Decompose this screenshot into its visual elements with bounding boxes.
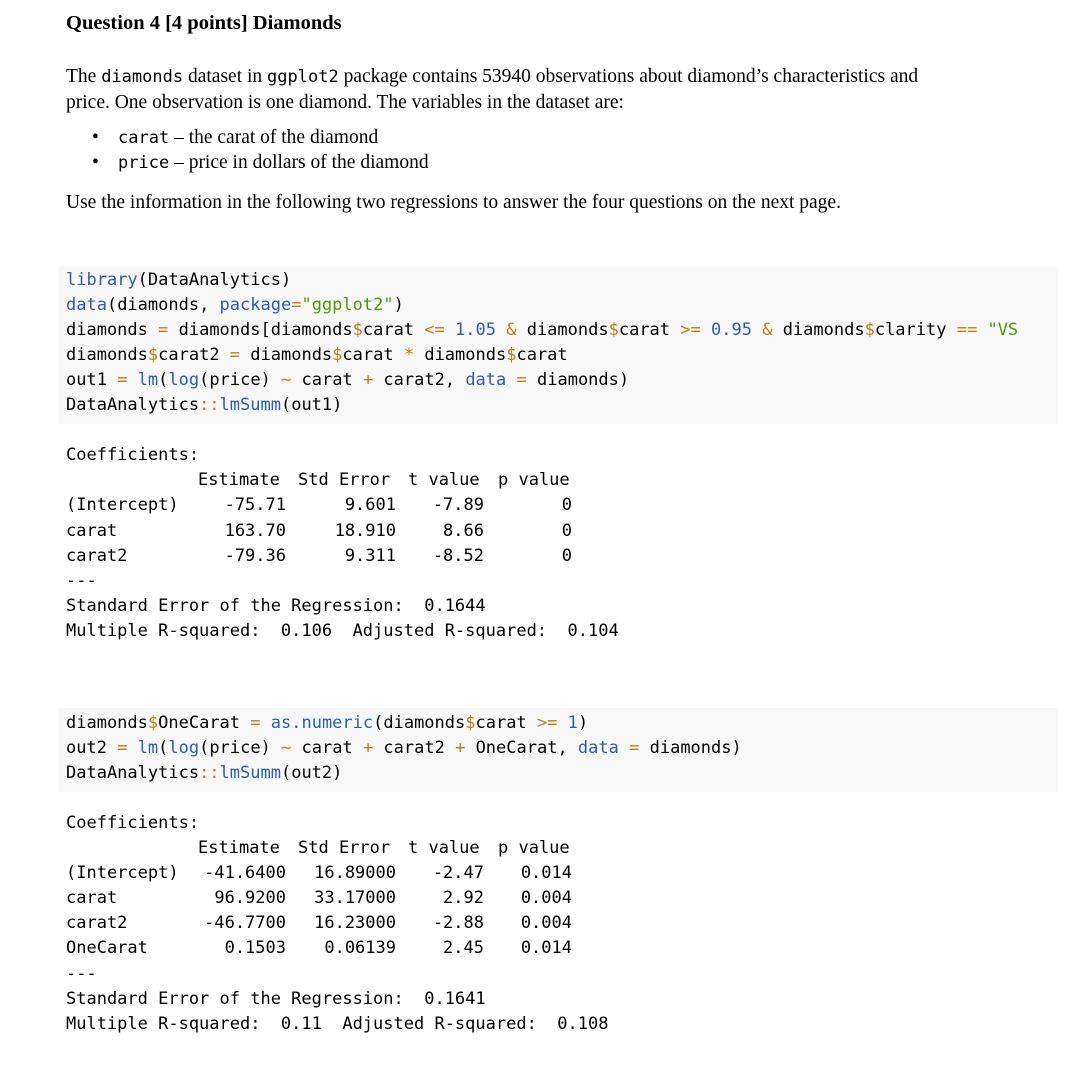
intro-code-diamonds: diamonds bbox=[101, 67, 184, 87]
intro-paragraph bbox=[66, 64, 918, 90]
intro-paragraph-line2: price. One observation is one diamond. The variables in the dataset are: bbox=[66, 92, 624, 113]
code-line: out2 = lm(log(price) ~ carat + carat2 + OneCarat, data = diamonds) bbox=[66, 738, 742, 758]
code-line: diamonds$carat2 = diamonds$carat * diamonds$carat bbox=[66, 345, 568, 365]
t-value: -8.52 bbox=[432, 546, 484, 566]
intro-text-c: package contains 53940 observations about diamond’s characteristics and bbox=[338, 66, 919, 87]
row-name: (Intercept) bbox=[66, 863, 179, 883]
bullet-code: carat bbox=[118, 128, 170, 148]
se-value: 16.23000 bbox=[314, 913, 396, 933]
list-item bbox=[92, 127, 378, 149]
separator: --- bbox=[66, 571, 97, 591]
t-value: -2.88 bbox=[432, 913, 484, 933]
se-value: 0.06139 bbox=[324, 938, 396, 958]
se-value: 9.601 bbox=[344, 495, 396, 515]
t-value: 2.45 bbox=[443, 938, 484, 958]
code-line: DataAnalytics::lmSumm(out1) bbox=[66, 395, 343, 415]
row-name: carat bbox=[66, 888, 118, 908]
estimate-value: -75.71 bbox=[224, 495, 286, 515]
p-value: 0.014 bbox=[520, 938, 572, 958]
col-header: Std Error bbox=[298, 470, 391, 490]
coefficients-label: Coefficients: bbox=[66, 813, 200, 833]
row-name: carat2 bbox=[66, 913, 128, 933]
code-line: diamonds = diamonds[diamonds$carat <= 1.05 & diamonds$carat >= 0.95 & diamonds$clarity == "VS bbox=[66, 320, 1019, 340]
intro-code-ggplot2: ggplot2 bbox=[267, 67, 339, 87]
estimate-value: -79.36 bbox=[224, 546, 286, 566]
list-item bbox=[92, 152, 429, 174]
estimate-value: 0.1503 bbox=[224, 938, 286, 958]
regression-se: Standard Error of the Regression: 0.1644 bbox=[66, 596, 486, 616]
p-value: 0 bbox=[561, 495, 572, 515]
se-value: 33.17000 bbox=[314, 888, 396, 908]
row-name: carat bbox=[66, 521, 118, 541]
question-title: Question 4 [4 points] Diamonds bbox=[66, 12, 342, 34]
regression-se: Standard Error of the Regression: 0.1641 bbox=[66, 989, 486, 1009]
r-squared: Multiple R-squared: 0.11 Adjusted R-squared: 0.108 bbox=[66, 1014, 609, 1034]
se-value: 16.89000 bbox=[314, 863, 396, 883]
p-value: 0.004 bbox=[520, 888, 572, 908]
t-value: 2.92 bbox=[443, 888, 484, 908]
estimate-value: 163.70 bbox=[224, 521, 286, 541]
se-value: 18.910 bbox=[334, 521, 396, 541]
intro-text-b: dataset in bbox=[183, 66, 268, 87]
code-block-2 bbox=[58, 708, 1058, 792]
code-line: DataAnalytics::lmSumm(out2) bbox=[66, 763, 343, 783]
row-name: OneCarat bbox=[66, 938, 148, 958]
p-value: 0 bbox=[561, 546, 572, 566]
t-value: -7.89 bbox=[432, 495, 484, 515]
estimate-value: 96.9200 bbox=[214, 888, 286, 908]
bullet-icon: • bbox=[92, 152, 99, 173]
se-value: 9.311 bbox=[344, 546, 396, 566]
bullet-icon: • bbox=[92, 127, 99, 148]
r-squared: Multiple R-squared: 0.106 Adjusted R-squared: 0.104 bbox=[66, 621, 619, 641]
col-header: p value bbox=[498, 470, 570, 490]
row-name: carat2 bbox=[66, 546, 128, 566]
col-header: Estimate bbox=[198, 470, 280, 490]
t-value: 8.66 bbox=[443, 521, 484, 541]
bullet-text: – price in dollars of the diamond bbox=[169, 152, 429, 173]
col-header: Std Error bbox=[298, 838, 391, 858]
col-header: t value bbox=[408, 470, 480, 490]
row-name: (Intercept) bbox=[66, 495, 179, 515]
bullet-text: – the carat of the diamond bbox=[169, 127, 379, 148]
col-header: Estimate bbox=[198, 838, 280, 858]
code-line: diamonds$OneCarat = as.numeric(diamonds$carat >= 1) bbox=[66, 713, 589, 733]
t-value: -2.47 bbox=[432, 863, 484, 883]
coefficients-label: Coefficients: bbox=[66, 445, 200, 465]
code-line: library(DataAnalytics) bbox=[66, 270, 292, 290]
code-line: data(diamonds, package="ggplot2") bbox=[66, 295, 404, 315]
code-block-1 bbox=[58, 266, 1058, 424]
col-header: t value bbox=[408, 838, 480, 858]
separator: --- bbox=[66, 964, 97, 984]
p-value: 0.004 bbox=[520, 913, 572, 933]
instructions-paragraph: Use the information in the following two regressions to answer the four questions on the next page. bbox=[66, 192, 841, 213]
p-value: 0.014 bbox=[520, 863, 572, 883]
bullet-code: price bbox=[118, 153, 170, 173]
estimate-value: -41.6400 bbox=[204, 863, 286, 883]
intro-text-a: The bbox=[66, 66, 102, 87]
estimate-value: -46.7700 bbox=[204, 913, 286, 933]
col-header: p value bbox=[498, 838, 570, 858]
p-value: 0 bbox=[561, 521, 572, 541]
code-line: out1 = lm(log(price) ~ carat + carat2, data = diamonds) bbox=[66, 370, 630, 390]
